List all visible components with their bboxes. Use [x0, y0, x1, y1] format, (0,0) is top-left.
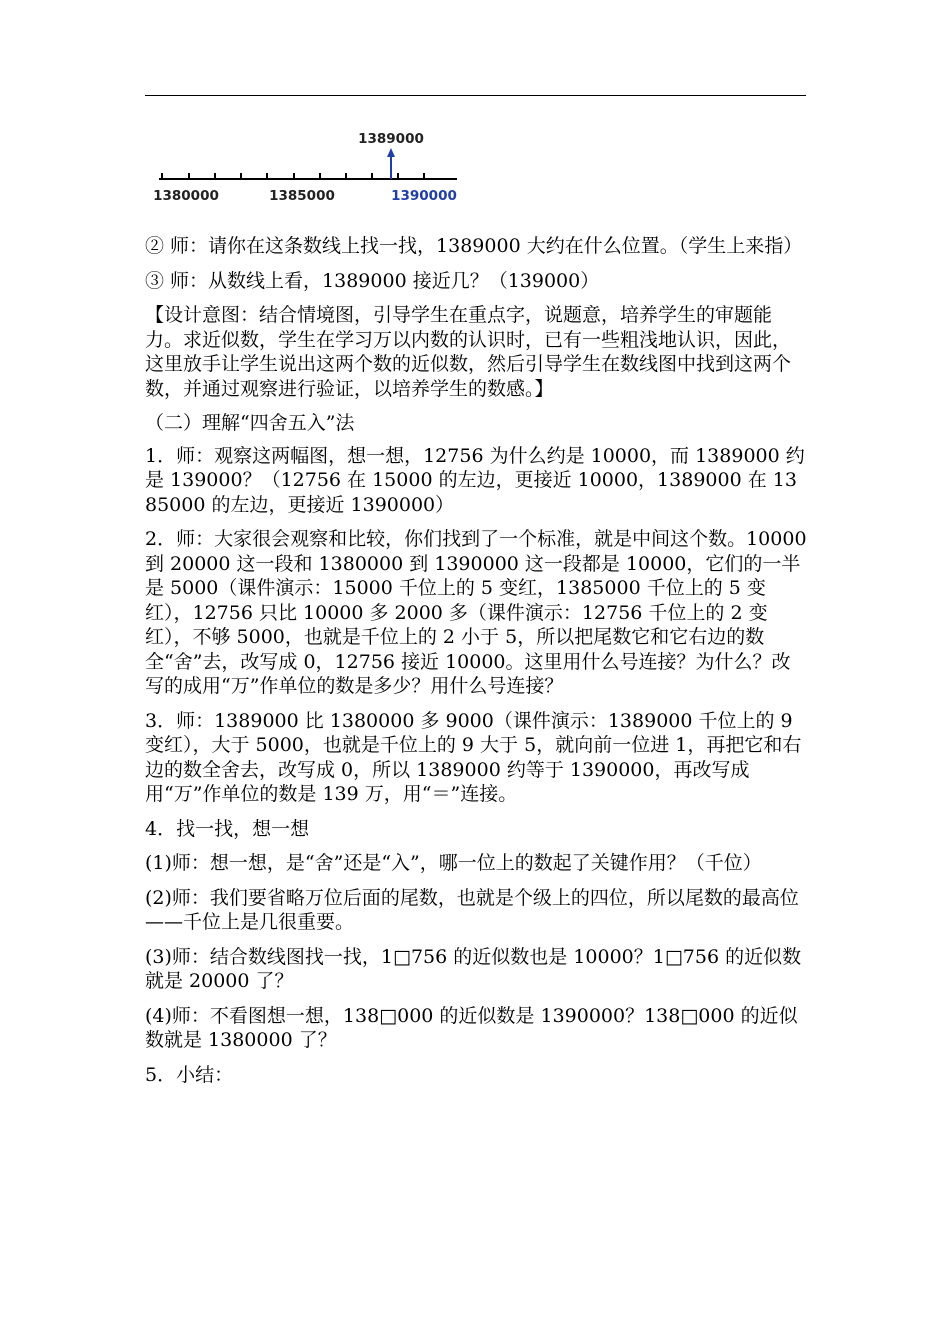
tick-label-start: 1380000 [153, 188, 219, 204]
marker-arrow-head [387, 148, 395, 157]
paragraph-item-4: 4．找一找，想一想 [145, 817, 310, 840]
number-line-figure [145, 118, 475, 214]
tick-label-end: 1390000 [391, 188, 457, 204]
paragraph-step-3: ③ 师：从数线上看，1389000 接近几？（139000） [145, 269, 600, 292]
paragraph-sub-1: (1)师：想一想，是“舍”还是“入”，哪一位上的数起了关键作用？（千位） [145, 852, 762, 874]
paragraph-item-1: 1．师：观察这两幅图，想一想，12756 为什么约是 10000，而 1389000 约是 139000？（12756 在 15000 的左边，更接近 10000，1389000 在 1385000 的左边，更接近 1390000） [145, 444, 805, 516]
paragraph-sub-3: (3)师：结合数线图找一找，1□756 的近似数也是 10000？1□756 的近似数就是 20000 了？ [145, 945, 802, 992]
section-heading: （二）理解“四舍五入”法 [145, 412, 355, 434]
paragraph-sub-2: (2)师：我们要省略万位后面的尾数，也就是个级上的四位，所以尾数的最高位——千位上是几很重要。 [145, 886, 799, 933]
paragraph-step-2: ② 师：请你在这条数线上找一找，1389000 大约在什么位置。（学生上来指） [145, 235, 803, 257]
header-rule [145, 95, 806, 96]
paragraph-item-2: 2．师：大家很会观察和比较，你们找到了一个标准，就是中间这个数。10000 到 20000 这一段和 1380000 到 1390000 这一段都是 10000，它们的一半是 5000（课件演示：15000 千位上的 5 变红，1385000 千位上的 5 变红），12756 只比 10000 多 2000 多（课件演示：12756 千位上的 2 变红），不够 5000，也就是千位上的 2 小于 5，所以把尾数它和它右边的数全“舍”去，改写成 0，12756 接近 10000。这里用什么号连接？为什么？改写的成用“万”作单位的数是多少？用什么号连接？ [145, 528, 807, 697]
paragraph-summary: 5．小结： [145, 1063, 234, 1086]
paragraph-design-intent: 【设计意图：结合情境图，引导学生在重点字，说题意，培养学生的审题能力。求近似数，学生在学习万以内数的认识时，已有一些粗浅地认识，因此，这里放手让学生说出这两个数的近似数，然后引导学生在数线图中找到这两个数，并通过观察进行验证，以培养学生的数感。】 [145, 304, 792, 400]
marked-value-label: 1389000 [358, 131, 424, 147]
tick-label-middle: 1385000 [269, 188, 335, 204]
paragraph-item-3: 3．师：1389000 比 1380000 多 9000（课件演示：1389000 千位上的 9 变红），大于 5000，也就是千位上的 9 大于 5，就向前一位进 1，再把它和右边的数全舍去，改写成 0，所以 1389000 约等于 1390000，再改写成用“万”作单位的数是 139 万，用“＝”连接。 [145, 709, 802, 805]
paragraph-sub-4: (4)师：不看图想一想，138□000 的近似数是 1390000？138□000 的近似数就是 1380000 了？ [145, 1004, 798, 1051]
lesson-text [145, 234, 807, 1097]
